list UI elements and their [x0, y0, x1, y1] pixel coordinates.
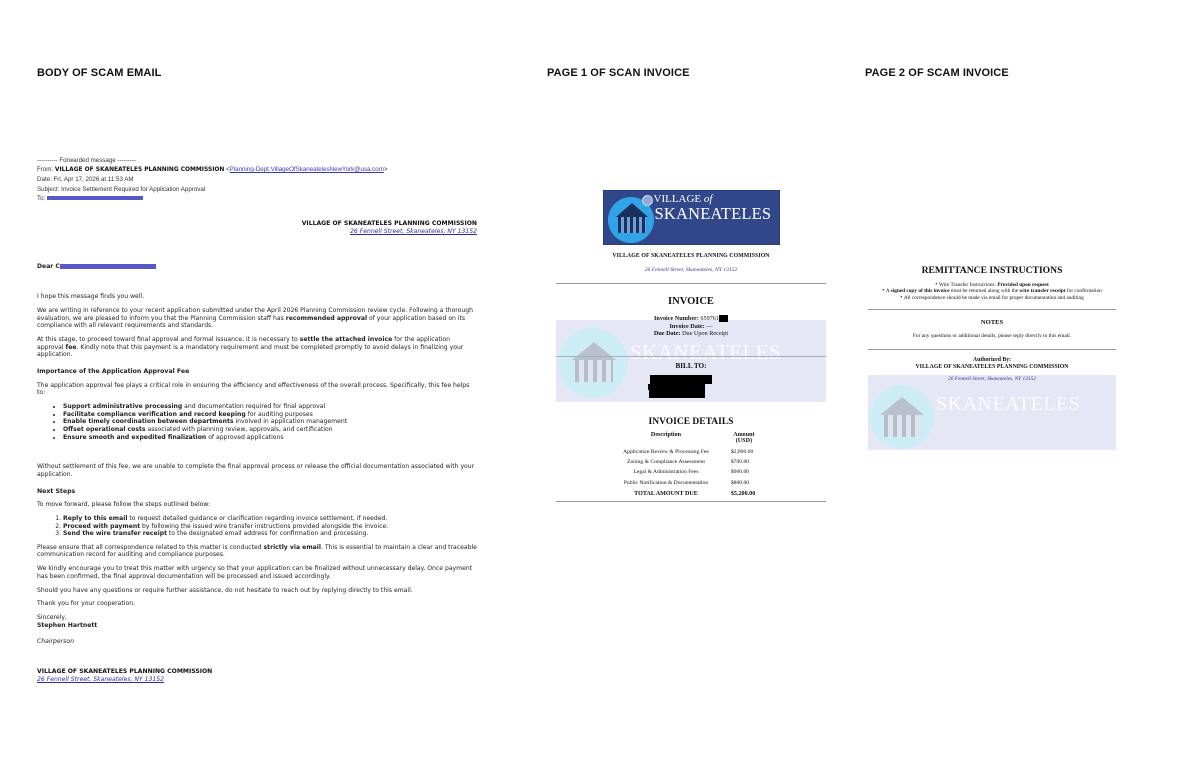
footer-org-name: VILLAGE OF SKANEATELES PLANNING COMMISSION: [37, 668, 213, 676]
importance-heading: Importance of the Application Approval Fee: [37, 368, 190, 376]
salutation-text: Dear C: [37, 263, 60, 271]
table-row: Public Notification & Documentation $800.00: [623, 479, 750, 486]
subject-line: [37, 185, 477, 194]
next-steps-intro: To move forward, please follow the steps outlined below:: [37, 501, 211, 509]
from-email-link[interactable]: Planning-Dept.VillageOfSkaneatelesNewYork@usa.com: [229, 166, 384, 174]
notes-text: For any questions or additional details, please reply directly to this email.: [912, 332, 1072, 339]
list-item: • Ensure smooth and expedited finalization of approved applications: [63, 434, 477, 442]
invoice-details-table: [613, 431, 769, 497]
invoice-number: Invoice Number: 659761: [556, 315, 826, 323]
column-header: Amount (USD): [733, 431, 755, 444]
importance-intro: The application approval fee plays a critical role in ensuring the efficiency and effectiveness of the overall process. Specifically, this fee helps to:: [37, 381, 470, 397]
list-item: • Support administrative processing and documentation required for final approval: [63, 403, 477, 411]
list-item: • All correspondence should be made via email for proper documentation and auditing: [868, 295, 1116, 301]
logo-line-1: VILLAGE of: [653, 193, 713, 205]
invoice-org-address: 26 Fennell Street, Skaneateles, NY 13152: [644, 267, 738, 273]
invoice-page-2: [868, 265, 1116, 450]
divider: [868, 349, 1116, 350]
divider: [556, 356, 826, 357]
redacted-name: [60, 264, 156, 269]
paragraph-approval: We are writing in reference to your recent application submitted under the April 2026 Planning Commission review cycle. Following a thorough evaluation, we are pleased to inform you that the Planning Commission staff has recommended approval of your application based on its compliance with all relevant requirements and standards.: [37, 306, 473, 330]
paragraph-settle-invoice: At this stage, to proceed toward final approval and formal issuance, it is necessary to settle the attached invoice for the application approval fee. Kindly note that this payment is a mandatory requirement and must be completed promptly to avoid delays in finalizing your application.: [37, 335, 464, 359]
paragraph-thanks: Thank you for your cooperation.: [37, 600, 136, 608]
letterhead: [37, 220, 477, 235]
from-label: From:: [37, 166, 54, 174]
closing: Sincerely,: [37, 613, 67, 621]
village-logo: [603, 190, 780, 245]
forwarded-line: ---------- Forwarded message ---------: [37, 157, 136, 164]
paragraph-without-settlement: Without settlement of this fee, we are unable to complete the final approval process or release the official documentation associated with your application.: [37, 463, 475, 478]
remittance-list: [868, 282, 1116, 301]
list-item: • Facilitate compliance verification and record keeping for auditing purposes: [63, 411, 477, 419]
label-email-body: BODY OF SCAM EMAIL: [37, 67, 162, 79]
seal-icon: [642, 195, 653, 206]
logo-line-2: SKANEATELES: [654, 204, 772, 223]
salutation: [37, 263, 477, 271]
authorized-org: VILLAGE OF SKANEATELES PLANNING COMMISSION: [915, 363, 1069, 370]
watermark-panel: [868, 375, 1116, 450]
date-line: [37, 175, 477, 184]
signer-name: Stephen Hartnett: [37, 621, 98, 629]
date-label: Date:: [37, 176, 52, 184]
next-steps-heading: Next Steps: [37, 487, 76, 495]
list-item: 2. Proceed with payment by following the issued wire transfer instructions provided alongside the invoice.: [63, 523, 477, 531]
footer-address-link[interactable]: 26 Fennell Street, Skaneateles, NY 13152: [37, 675, 164, 683]
table-row: Application Review & Processing Fee $2,800.00: [623, 448, 754, 455]
invoice-title: INVOICE: [668, 296, 714, 307]
list-item: • Offset operational costs associated with planning review, approvals, and certification: [63, 426, 477, 434]
notes-title: NOTES: [980, 318, 1004, 326]
invoice-date: Invoice Date: —: [669, 322, 713, 330]
letterhead-org-name: VILLAGE OF SKANEATELES PLANNING COMMISSION: [301, 220, 477, 228]
next-steps-list: [63, 515, 477, 538]
column-header: Description: [650, 431, 682, 438]
bill-to-label: BILL TO:: [675, 361, 707, 370]
list-item: • Enable timely coordination between departments involved in application management: [63, 418, 477, 426]
redacted-recipient: [47, 196, 143, 200]
paragraph-questions: Should you have any questions or require further assistance, do not hesitate to reach out by replying directly to this email.: [37, 586, 413, 594]
authorized-by: [868, 357, 1116, 371]
divider: [556, 283, 826, 284]
redacted-invoice-digits: [719, 315, 728, 322]
watermark-text: SKANEATELES: [936, 392, 1081, 415]
paragraph-urgency: We kindly encourage you to treat this matter with urgency so that your application can be finalized without unnecessary delay. Once payment has been confirmed, the final approval documentation will be processed and issued accordingly.: [37, 565, 473, 580]
email-header: [37, 156, 477, 203]
table-row: Zoning & Compliance Assessment $700.00: [627, 459, 750, 466]
watermark-text: SKANEATELES: [630, 339, 782, 364]
letterhead-address-link[interactable]: 26 Fennell Street, Skaneateles, NY 13152: [350, 227, 477, 235]
footer-letterhead: [37, 668, 477, 683]
redacted-bill-to: [650, 375, 712, 398]
from-name: VILLAGE OF SKANEATELES PLANNING COMMISSION: [54, 167, 225, 174]
watermark-gazebo-icon: [880, 397, 924, 415]
watermark-gazebo-body: [884, 415, 920, 437]
subject-value: Invoice Settlement Required for Application Approval: [61, 185, 206, 193]
date-value: Fri, Apr 17, 2026 at 11:53 AM: [53, 176, 134, 184]
from-line: From: VILLAGE OF SKANEATELES PLANNING COMMISSION <Planning-Dept.VillageOfSkaneatelesNewYork@usa.com>: [37, 166, 388, 174]
divider: [868, 309, 1116, 310]
to-line: [37, 194, 477, 203]
table-row: Legal & Administration Fees $900.00: [633, 469, 750, 476]
list-item: 3. Send the wire transfer receipt to the designated email address for confirmation and processing.: [63, 530, 477, 538]
total-row: TOTAL AMOUNT DUE $5,200.00: [634, 490, 756, 497]
due-date: Due Date: Due Upon Receipt: [653, 330, 729, 338]
table-header-row: [613, 431, 769, 445]
label-invoice-page-1: PAGE 1 OF SCAN INVOICE: [547, 67, 690, 79]
signer-title: Chairperson: [37, 638, 74, 646]
divider: [556, 501, 826, 502]
gazebo-body: [618, 217, 646, 233]
list-item: 1. Reply to this email to request detailed guidance or clarification regarding invoice settlement, if needed.: [63, 515, 477, 523]
list-item: • Wire Transfer Instructions: Provided upon request: [868, 282, 1116, 288]
email-body: [37, 156, 477, 683]
opening-line: I hope this message finds you well.: [37, 293, 145, 301]
label-invoice-page-2: PAGE 2 OF SCAM INVOICE: [865, 67, 1009, 79]
paragraph-email-only: Please ensure that all correspondence related to this matter is conducted strictly via email. This is essential to maintain a clear and traceable communication record for auditing and compliance purposes.: [37, 543, 477, 559]
subject-label: Subject:: [37, 185, 60, 193]
authorized-by-label: Authorized By:: [972, 356, 1012, 363]
importance-list: [63, 403, 477, 441]
invoice-meta: [556, 315, 826, 338]
list-item: • A signed copy of this invoice must be returned along with the wire transfer receipt for confirmation: [868, 288, 1116, 294]
remittance-title: REMITTANCE INSTRUCTIONS: [921, 265, 1063, 276]
invoice-org-name: VILLAGE OF SKANEATELES PLANNING COMMISSION: [612, 253, 770, 259]
invoice-details-title: INVOICE DETAILS: [648, 416, 734, 427]
watermark-gazebo-icon: [572, 342, 616, 360]
authorized-address: 26 Fennell Street, Skaneateles, NY 13152: [948, 375, 1036, 382]
to-label: To:: [37, 194, 46, 202]
gazebo-icon: [616, 203, 648, 217]
invoice-page-1: [556, 190, 826, 502]
